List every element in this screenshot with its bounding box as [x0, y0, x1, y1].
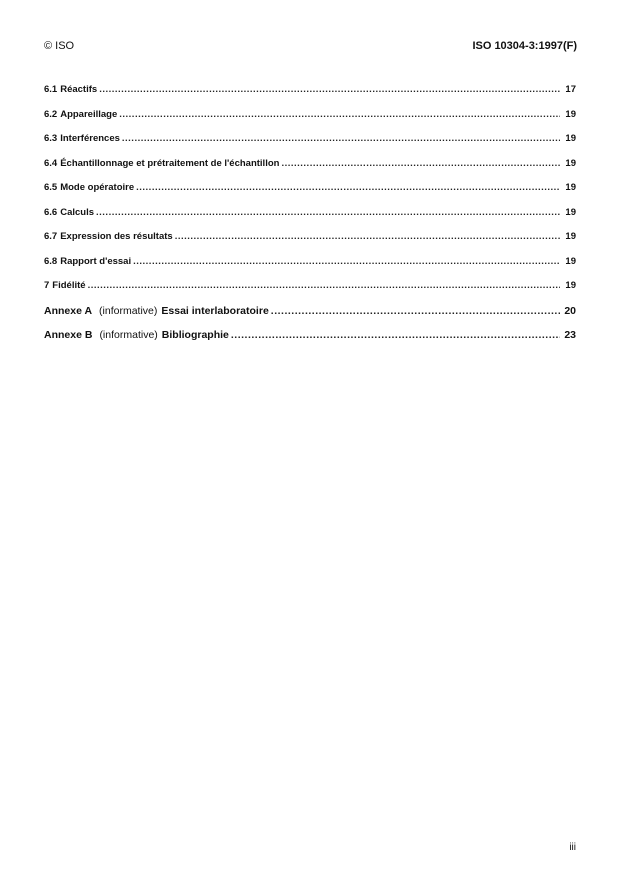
toc-leader-dots: [136, 182, 560, 193]
toc-entry-title: Essai interlaboratoire: [161, 304, 269, 317]
toc-entry-title: Appareillage: [60, 108, 118, 120]
toc-entry-6-5[interactable]: [44, 182, 576, 207]
toc-leader-dots: [96, 207, 560, 218]
toc-entry-number: 6.4: [44, 157, 58, 169]
toc-leader-dots: [119, 109, 560, 120]
toc-entry-number: 6.7: [44, 231, 58, 242]
toc-entry-number: Annexe A: [44, 304, 93, 317]
toc-entry-6-4[interactable]: [44, 158, 576, 183]
toc-leader-dots: [175, 231, 560, 242]
toc-entry-number: 6.6: [44, 206, 58, 218]
toc-entry-title: Calculs: [60, 206, 95, 218]
toc-entry-page: 20: [564, 304, 576, 317]
toc-leader-dots: [88, 280, 560, 291]
toc-leader-dots: [122, 133, 560, 144]
toc-entry-title: Échantillonnage et prétraitement de l'échantillon: [60, 157, 280, 169]
toc-entry-number: 6.2: [44, 108, 58, 120]
toc-entry-annex-a[interactable]: [44, 305, 576, 330]
toc-entry-page: 23: [564, 329, 576, 341]
toc-entry-title: Réactifs: [60, 84, 98, 95]
toc-entry-page: 19: [565, 231, 576, 242]
toc-entry-6-3[interactable]: [44, 133, 576, 158]
toc-entry-6-6[interactable]: [44, 207, 576, 232]
toc-leader-dots: [133, 256, 560, 267]
toc-entry-page: 19: [565, 182, 576, 193]
document-id: ISO 10304-3:1997(F): [472, 40, 577, 52]
copyright-notice: © ISO: [44, 40, 75, 52]
toc-entry-annex-b[interactable]: [44, 329, 576, 354]
toc-entry-title: Bibliographie: [161, 329, 229, 341]
toc-leader-dots: [271, 305, 560, 317]
toc-entry-page: 19: [565, 108, 576, 120]
toc-entry-page: 17: [565, 84, 576, 95]
toc-entry-title: Expression des résultats: [60, 231, 173, 242]
toc-entry-page: 19: [565, 255, 576, 267]
toc-leader-dots: [231, 329, 560, 341]
toc-entry-number: 6.8: [44, 255, 58, 267]
toc-leader-dots: [281, 158, 560, 169]
table-of-contents: [44, 84, 576, 354]
toc-entry-title: Mode opératoire: [60, 182, 135, 193]
toc-entry-title: Fidélité: [52, 280, 86, 291]
toc-entry-number: Annexe B: [44, 329, 93, 341]
toc-entry-number: 6.5: [44, 182, 58, 193]
toc-entry-title: Rapport d'essai: [60, 255, 132, 267]
toc-entry-number: 6.3: [44, 133, 58, 144]
toc-entry-6-8[interactable]: [44, 256, 576, 281]
toc-entry-qualifier: (informative): [99, 329, 158, 341]
toc-entry-page: 19: [565, 280, 576, 291]
toc-leader-dots: [99, 84, 560, 95]
toc-entry-page: 19: [565, 157, 576, 169]
page-number: iii: [569, 842, 576, 853]
toc-entry-page: 19: [565, 133, 576, 144]
toc-entry-page: 19: [565, 206, 576, 218]
toc-entry-title: Interférences: [60, 133, 120, 144]
toc-entry-6-2[interactable]: [44, 109, 576, 134]
toc-entry-number: 7: [44, 280, 50, 291]
toc-entry-number: 6.1: [44, 84, 58, 95]
toc-entry-6-1[interactable]: [44, 84, 576, 109]
toc-entry-qualifier: (informative): [99, 304, 158, 317]
toc-entry-6-7[interactable]: [44, 231, 576, 256]
toc-entry-7[interactable]: [44, 280, 576, 305]
